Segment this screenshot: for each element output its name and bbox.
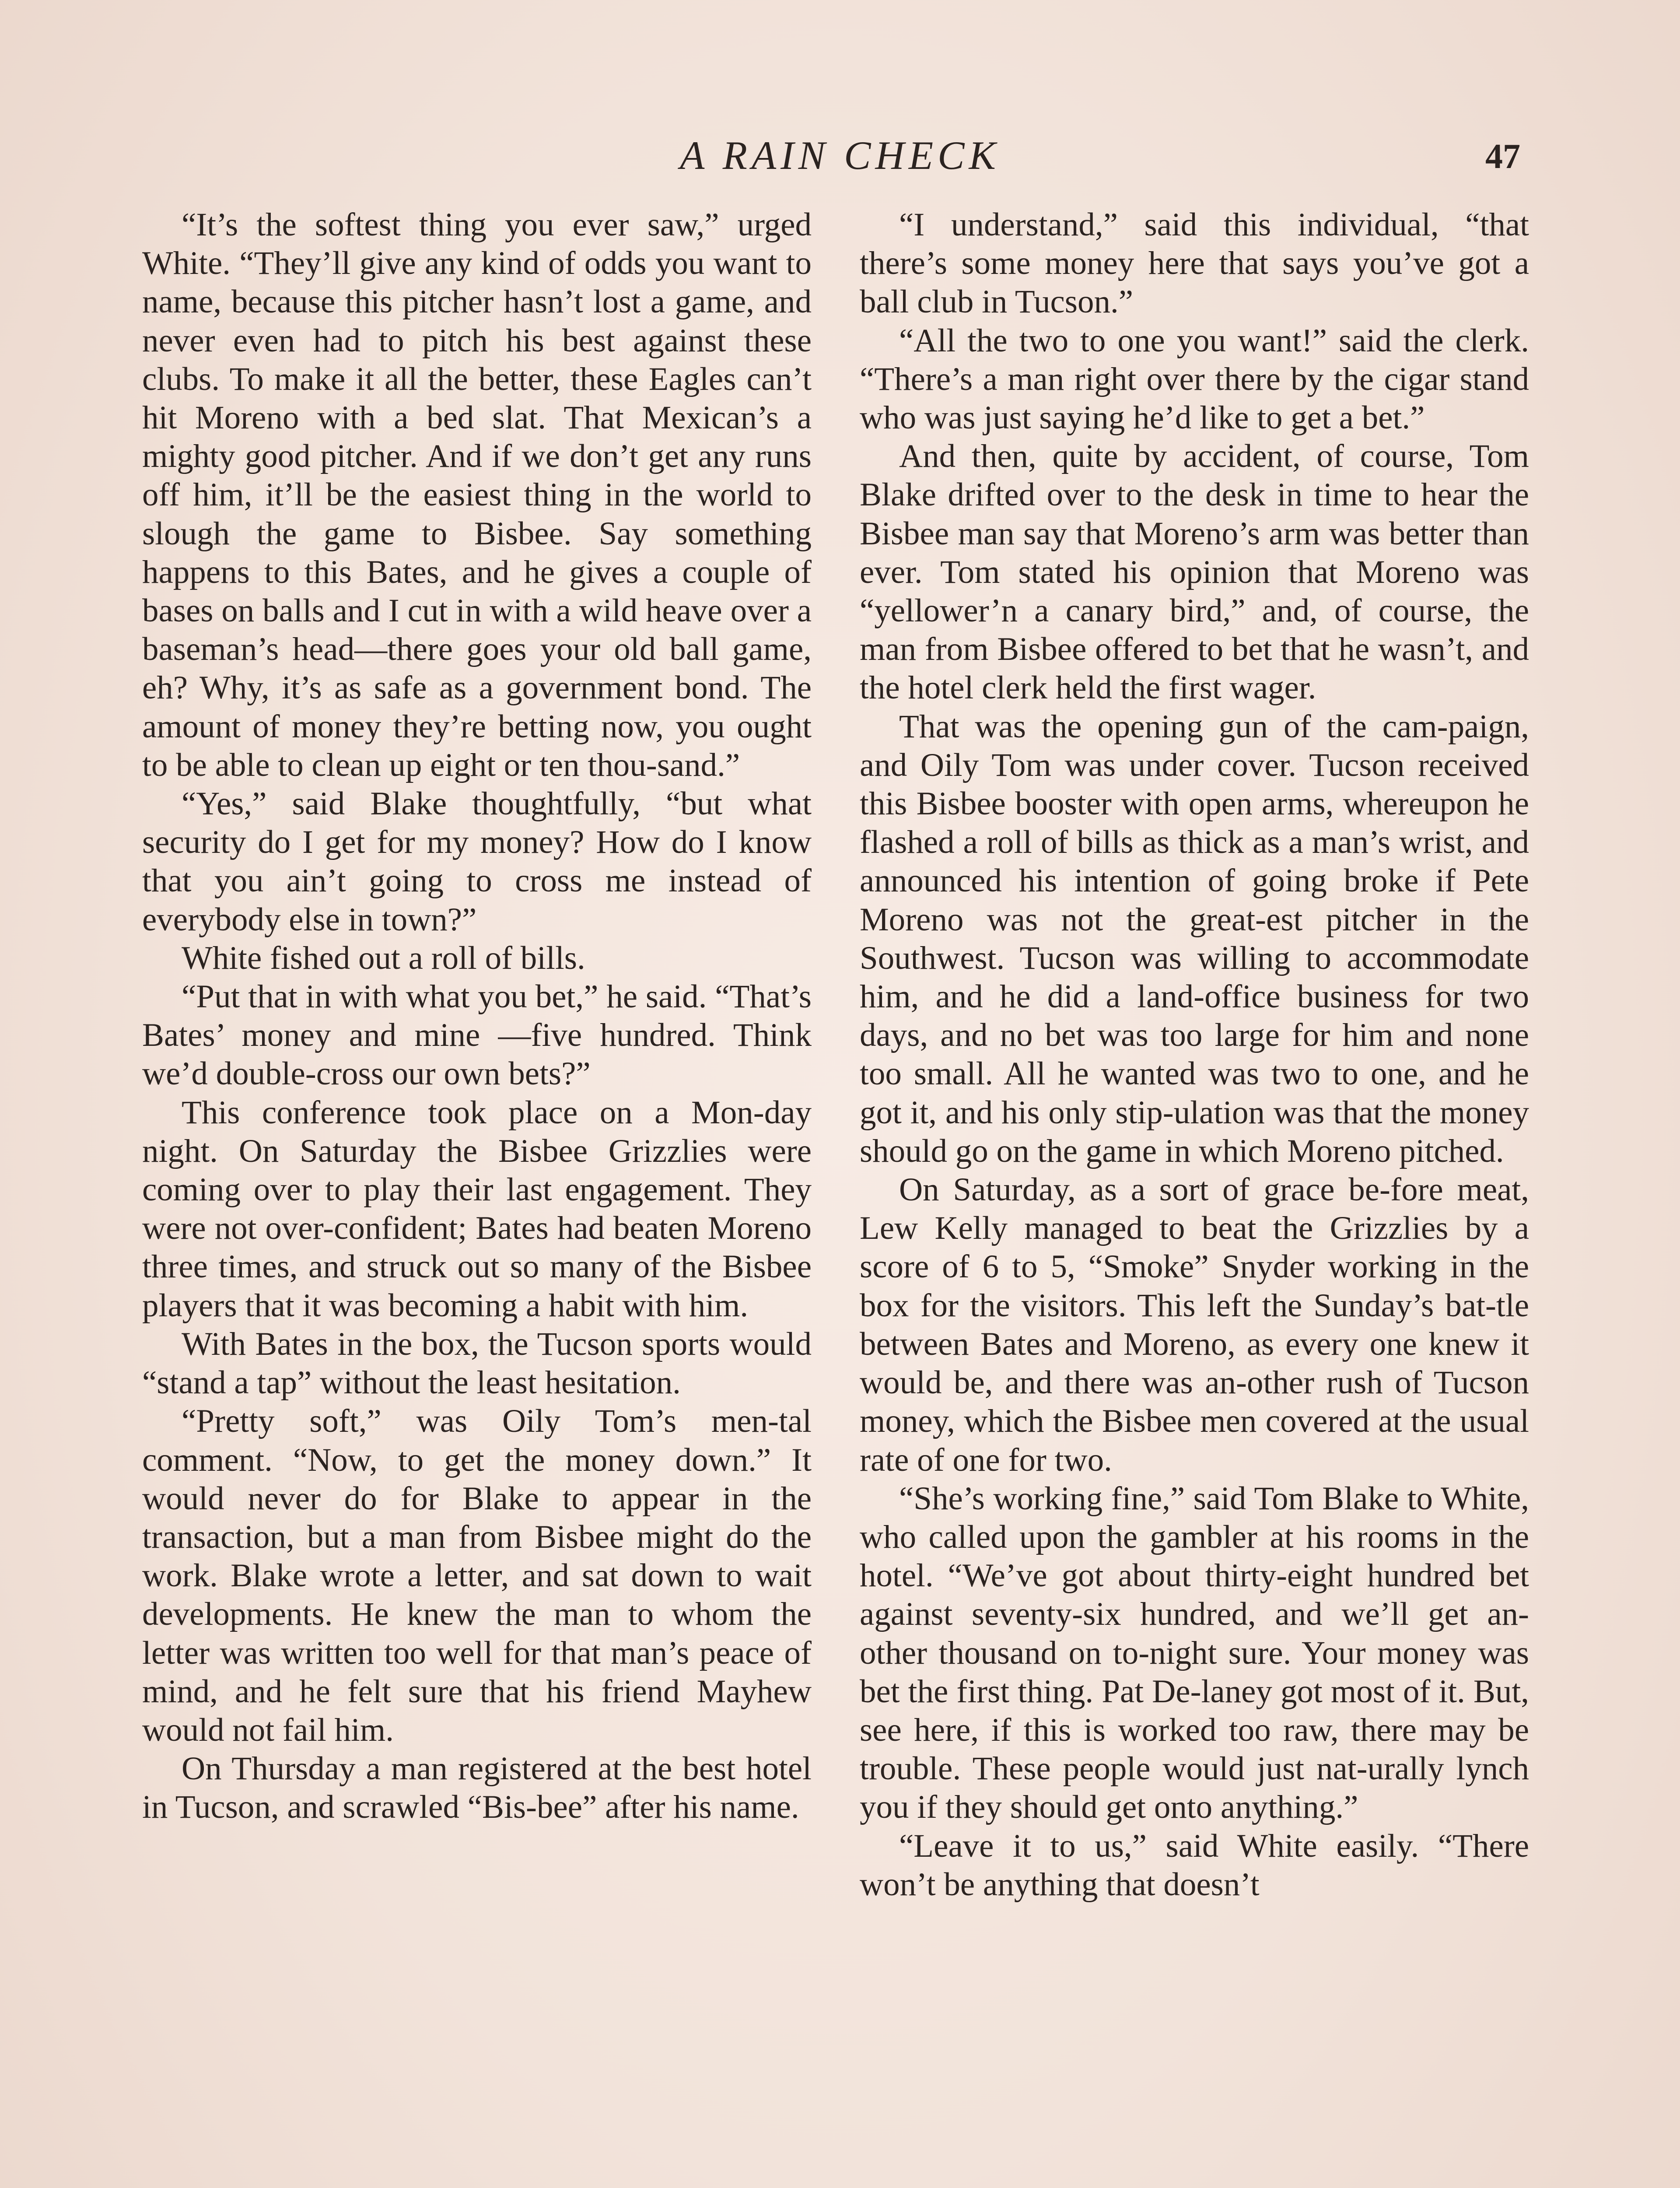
running-head (0, 131, 1680, 179)
paragraph: “Pretty soft,” was Oily Tom’s men-tal comment. “Now, to get the money down.” It would never do for Blake to appear in the transaction, but a man from Bisbee might do the work. Blake wrote a letter, and sat down to wait developments. He knew the man to whom the letter was written too well for that man’s peace of mind, and he felt sure that his friend Mayhew would not fail him. (142, 1403, 812, 1748)
right-column (860, 206, 1529, 1904)
paragraph: “She’s working fine,” said Tom Blake to White, who called upon the gambler at his rooms in the hotel. “We’ve got about thirty-eight hundred bet against seventy-six hundred, and we’ll get an-other thousand on to-night sure. Your money was bet the first thing. Pat De-laney got most of it. But, see here, if this is worked too raw, there may be trouble. These people would just nat-urally lynch you if they should get onto anything.” (860, 1480, 1529, 1826)
paragraph: And then, quite by accident, of course, Tom Blake drifted over to the desk in time to hear the Bisbee man say that Moreno’s arm was better than ever. Tom stated his opinion that Moreno was “yellower’n a canary bird,” and, of course, the man from Bisbee offered to bet that he wasn’t, and the hotel clerk held the first wager. (860, 438, 1529, 706)
paragraph: “Leave it to us,” said White easily. “There won’t be anything that doesn’t (860, 1827, 1529, 1903)
paragraph: “Yes,” said Blake thoughtfully, “but what security do I get for my money? How do I know that you ain’t going to cross me instead of everybody else in town?” (142, 785, 812, 938)
paragraph: With Bates in the box, the Tucson sports would “stand a tap” without the least hesitation. (142, 1325, 812, 1401)
paragraph: This conference took place on a Mon-day night. On Saturday the Bisbee Grizzlies were coming over to play their last engagement. They were not over-confident; Bates had beaten Moreno three times, and struck out so many of the Bisbee players that it was becoming a habit with him. (142, 1094, 812, 1324)
paragraph: “Put that in with what you bet,” he said. “That’s Bates’ money and mine —five hundred. Think we’d double-cross our own bets?” (142, 978, 812, 1092)
page-number: 47 (1485, 137, 1520, 176)
paragraph: “I understand,” said this individual, “that there’s some money here that says you’ve got a ball club in Tucson.” (860, 207, 1529, 320)
paragraph: White fished out a roll of bills. (182, 940, 585, 976)
paragraph: On Thursday a man registered at the best hotel in Tucson, and scrawled “Bis-bee” after his name. (142, 1750, 812, 1826)
left-column (142, 206, 812, 1827)
paragraph: On Saturday, as a sort of grace be-fore meat, Lew Kelly managed to beat the Grizzlies by a score of 6 to 5, “Smoke” Snyder working in the box for the visitors. This left the Sunday’s bat-tle between Bates and Moreno, as every one knew it would be, and there was an-other rush of Tucson money, which the Bisbee men covered at the usual rate of one for two. (860, 1171, 1529, 1478)
running-title: A RAIN CHECK (680, 133, 1000, 178)
paragraph: That was the opening gun of the cam-paign, and Oily Tom was under cover. Tucson received this Bisbee booster with open arms, whereupon he flashed a roll of bills as thick as a man’s wrist, and announced his intention of going broke if Pete Moreno was not the great-est pitcher in the Southwest. Tucson was willing to accommodate him, and he did a land-office business for two days, and no bet was too large for him and none too small. All he wanted was two to one, and he got it, and his only stip-ulation was that the money should go on the game in which Moreno pitched. (860, 708, 1529, 1169)
paragraph: “All the two to one you want!” said the clerk. “There’s a man right over there by the cigar stand who was just saying he’d like to get a bet.” (860, 322, 1529, 436)
paragraph: “It’s the softest thing you ever saw,” urged White. “They’ll give any kind of odds you want to name, because this pitcher hasn’t lost a game, and never even had to pitch his best against these clubs. To make it all the better, these Eagles can’t hit Moreno with a bed slat. That Mexican’s a mighty good pitcher. And if we don’t get any runs off him, it’ll be the easiest thing in the world to slough the game to Bisbee. Say something happens to this Bates, and he gives a couple of bases on balls and I cut in with a wild heave over a baseman’s head—there goes your old ball game, eh? Why, it’s as safe as a government bond. The amount of money they’re betting now, you ought to be able to clean up eight or ten thou-sand.” (142, 207, 812, 783)
